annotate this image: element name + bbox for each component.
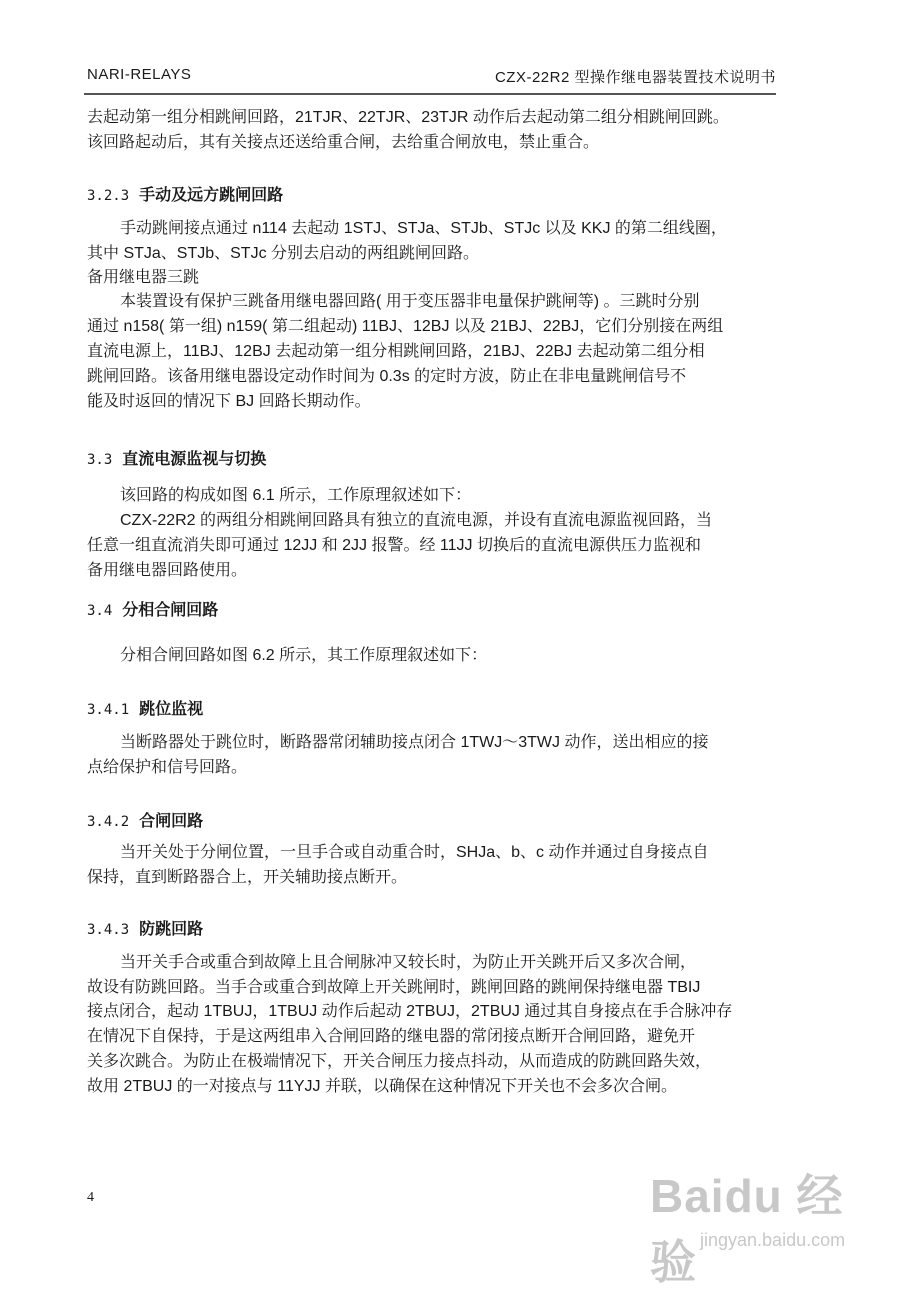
section-number: 3.4.2 (87, 814, 130, 830)
section-number: 3.4.3 (87, 922, 130, 938)
body-line: 在情况下自保持，于是这两组串入合闸回路的继电器的常闭接点断开合闸回路，避免开 (87, 1028, 696, 1045)
body-line: 备用继电器回路使用。 (87, 562, 248, 579)
body-line: 点给保护和信号回路。 (87, 759, 248, 776)
body-line: 关多次跳合。为防止在极端情况下，开关合闸压力接点抖动，从而造成的防跳回路失效， (87, 1053, 712, 1070)
header-rule (84, 93, 776, 95)
body-line: 手动跳闸接点通过 n114 去起动 1STJ、STJa、STJb、STJc 以及 KKJ 的第二组线圈， (120, 220, 727, 237)
body-line: 通过 n158( 第一组) n159( 第二组起动) 11BJ、12BJ 以及 21BJ、22BJ，它们分别接在两组 (87, 318, 724, 335)
section-heading-3-2-3 (87, 186, 777, 206)
watermark-logo: Baidu 经验 (650, 1170, 844, 1288)
body-line: 故用 2TBUJ 的一对接点与 11YJJ 并联，以确保在这种情况下开关也不会多次合闸。 (87, 1078, 677, 1095)
section-heading-3-4-1 (87, 700, 777, 720)
body-line: 分相合闸回路如图 6.2 所示，其工作原理叙述如下： (120, 647, 488, 664)
body-line: 当开关手合或重合到故障上且合闸脉冲又较长时，为防止开关跳开后又多次合闸， (120, 954, 697, 971)
section-title: 防跳回路 (139, 921, 204, 938)
watermark-url: jingyan.baidu.com (700, 1230, 846, 1250)
body-line: 当断路器处于跳位时，断路器常闭辅助接点闭合 1TWJ～3TWJ 动作，送出相应的接 (120, 734, 709, 751)
body-line: 直流电源上，11BJ、12BJ 去起动第一组分相跳闸回路，21BJ、22BJ 去起动第二组分相 (87, 343, 705, 360)
body-line: 当开关处于分闸位置，一旦手合或自动重合时，SHJa、b、c 动作并通过自身接点自 (120, 844, 709, 861)
body-line: 保持，直到断路器合上，开关辅助接点断开。 (87, 869, 408, 886)
section-heading-3-4-2 (87, 812, 777, 832)
section-title: 直流电源监视与切换 (122, 451, 267, 468)
section-number: 3.4.1 (87, 702, 130, 718)
body-line: 跳闸回路。该备用继电器设定动作时间为 0.3s 的定时方波，防止在非电量跳闸信号不 (87, 368, 687, 385)
body-line: 该回路起动后，其有关接点还送给重合闸，去给重合闸放电，禁止重合。 (87, 134, 600, 151)
body-line: 能及时返回的情况下 BJ 回路长期动作。 (87, 393, 371, 410)
baidu-watermark (640, 1150, 890, 1288)
section-title: 跳位监视 (139, 701, 204, 718)
page-number: 4 (87, 1190, 94, 1205)
section-number: 3.3 (87, 452, 113, 468)
subheading: 备用继电器三跳 (87, 269, 200, 286)
body-line: 接点闭合，起动 1TBUJ，1TBUJ 动作后起动 2TBUJ，2TBUJ 通过其自身接点在手合脉冲存 (87, 1003, 733, 1020)
section-heading-3-4-3 (87, 920, 777, 940)
body-line: 该回路的构成如图 6.1 所示，工作原理叙述如下： (120, 487, 472, 504)
section-number: 3.2.3 (87, 188, 130, 204)
section-title: 手动及远方跳闸回路 (139, 187, 284, 204)
body-line: 故设有防跳回路。当手合或重合到故障上开关跳闸时，跳闸回路的跳闸保持继电器 TBIJ (87, 979, 701, 996)
body-line: 任意一组直流消失即可通过 12JJ 和 2JJ 报警。经 11JJ 切换后的直流电源供压力监视和 (87, 537, 701, 554)
section-heading-3-3 (87, 450, 777, 470)
section-title: 合闸回路 (139, 813, 204, 830)
header-left: NARI-RELAYS (87, 66, 192, 83)
header-right: CZX-22R2 型操作继电器装置技术说明书 (494, 69, 776, 86)
body-line: CZX-22R2 的两组分相跳闸回路具有独立的直流电源，并设有直流电源监视回路，当 (120, 512, 713, 529)
body-line: 其中 STJa、STJb、STJc 分别去启动的两组跳闸回路。 (87, 245, 480, 262)
section-title: 分相合闸回路 (122, 602, 219, 619)
body-line: 本装置设有保护三跳备用继电器回路( 用于变压器非电量保护跳闸等) 。三跳时分别 (120, 293, 700, 310)
body-line: 去起动第一组分相跳闸回路，21TJR、22TJR、23TJR 动作后去起动第二组分相跳闸回跳。 (87, 109, 729, 126)
section-heading-3-4 (87, 601, 777, 621)
section-number: 3.4 (87, 603, 113, 619)
